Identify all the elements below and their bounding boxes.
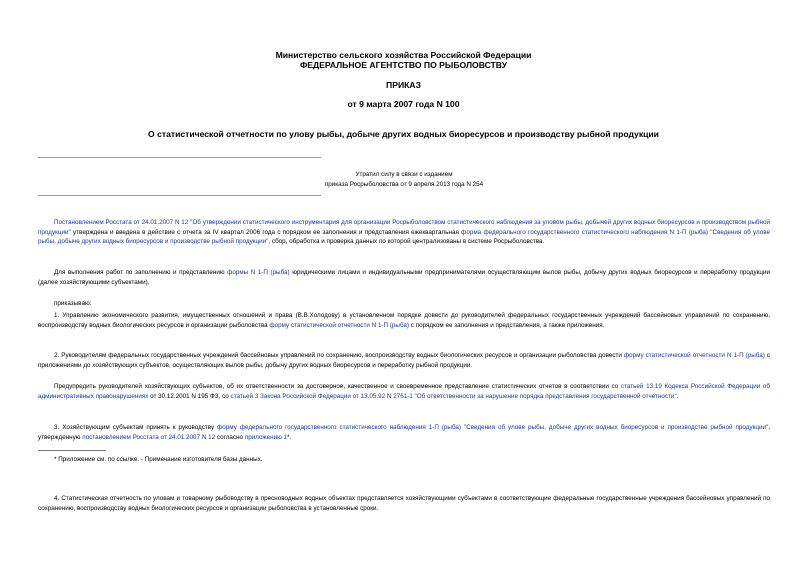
paragraph-item-4: 4. Статистическая отчетность по уловам и товарному рыбоводству в пресноводных водных объектах представляется хозяйствующими субъектами в соответствующие федеральные государственные учреждения бассейновых управлений по сохранению, воспроизводству водных биологических ресурсов и организации рыболовства в установленные сроки. <box>38 495 770 512</box>
expiry-note-line2: приказа Росрыболовства от 9 апреля 2013 года N 254 <box>324 181 484 188</box>
paragraph-item-2 <box>38 351 770 370</box>
bottom-divider <box>38 195 321 196</box>
item-2-text-end: с приложениями до хозяйствующих субъектов, осуществляющих вылов рыбы, добычу других водных биоресурсов и переработку рыбной продукции. <box>38 352 770 369</box>
document-type: ПРИКАЗ <box>386 80 421 90</box>
paragraph-1-text: утверждена и введена в действие с отчета за IV квартал 2006 года с порядком ее заполнения и представления ежеквартальная <box>70 228 462 236</box>
link-appendix-1[interactable]: приложению 1 <box>244 433 288 441</box>
warning-text-end: . <box>676 392 679 400</box>
paragraph-2 <box>38 268 770 287</box>
item-2-text: 2. Руководителям федеральных государственных учреждений бассейновых управлений по сохранению, воспроизводству водных биологических ресурсов и организации рыболовства довести <box>54 352 624 359</box>
warning-text: Предупредить руководителей хозяйствующих субъектов, об их ответственности за достоверное, качественное и своевременное представление статистических отчетов в соответствии со <box>54 383 621 390</box>
paragraph-1 <box>38 218 770 247</box>
item-1-text: 1. Управлению экономического развития, имущественных отношений и права (В.В.Холодову) в установленном порядке довести до руководителей федеральных государственных учреждений бассейновых управлений по сохранению, воспроизводству водных биологических ресурсов и организации рыболовства <box>38 312 770 329</box>
link-form-1p[interactable]: форма федерального государственного статистического наблюдения N 1-П (рыба) "Сведения об улове рыбы, добыче других водных биоресурсов и производстве рыбной продукции" <box>38 228 770 246</box>
ministry-name: Министерство сельского хозяйства Российской Федерации <box>275 50 532 60</box>
link-form-1p-full[interactable]: форму федерального государственного статистического наблюдения 1-П (рыба) "Сведения об улове рыбы, добыче других водных биоресурсов и производстве рыбной продукции" <box>217 424 769 431</box>
item-3-text-mid: , утвержденную <box>38 424 770 441</box>
order-word: приказываю: <box>54 300 92 307</box>
expiry-note-line1: Утратил силу в связи с изданием <box>355 171 453 178</box>
item-3-text-end: *. <box>287 433 292 441</box>
paragraph-warning <box>38 382 770 401</box>
footnote-divider <box>38 450 106 451</box>
document-date-number: от 9 марта 2007 года N 100 <box>347 99 460 109</box>
document-title: О статистической отчетности по улову рыбы, добыче других водных биоресурсов и производству рыбной продукции <box>148 129 659 139</box>
agency-name: ФЕДЕРАЛЬНОЕ АГЕНТСТВО ПО РЫБОЛОВСТВУ <box>299 60 508 70</box>
link-koap-13-19[interactable]: статьей 13.19 Кодекса Российской Федерации об административных правонарушениях <box>38 383 771 400</box>
link-rosstat-resolution[interactable]: Постановлением Росстата от 24.01.2007 N 12 "Об утверждении статистического инструментария для организации Росрыболовством статистического наблюдения за уловом рыбы, добычей других водных биоресурсов и производством рыбной продукции" <box>38 219 770 236</box>
paragraph-item-1 <box>38 311 770 330</box>
top-divider <box>38 157 321 158</box>
paragraph-item-3 <box>38 423 770 442</box>
link-rosstat-resolution-2[interactable]: постановлением Росстата от 24.01.2007 N 12 <box>82 433 216 441</box>
footnote: * Приложение см. по ссылке. - Примечание изготовителя базы данных. <box>54 456 263 463</box>
link-form-1p-short[interactable]: формы N 1-П (рыба) <box>227 269 290 276</box>
paragraph-2-text: Для выполнения работ по заполнению и представлению <box>54 269 228 276</box>
warning-text-mid: от 30.12.2001 N 195 ФЗ, со <box>148 392 231 400</box>
link-law-2761-1[interactable]: статьей 3 Закона Российской Федерации от 13.05.92 N 2761-1 "Об ответственности за нарушение порядка представления государственной отчетности" <box>230 392 677 400</box>
link-form-stat-report-2[interactable]: форму статистической отчетности N 1-П (рыба) <box>623 352 765 359</box>
link-form-stat-report[interactable]: форму статистической отчетности N 1-П (рыба) <box>269 321 410 329</box>
item-1-text-end: с порядком ее заполнения и представления, а также приложения. <box>409 321 605 329</box>
paragraph-1-text-end: , сбор, обработка и проверка данных по которой централизованы в системе Росрыболовства. <box>268 238 545 246</box>
item-3-text-mid2: согласно <box>215 433 245 441</box>
paragraph-2-text-end: юридическими лицами и индивидуальными предпринимателями осуществляющим вылов рыбы, добычу других водных биоресурсов и переработку продукции (далее хозяйствующими субъектами), <box>38 269 770 286</box>
item-3-text: 3. Хозяйствующим субъектам принять к руководству <box>54 424 218 431</box>
